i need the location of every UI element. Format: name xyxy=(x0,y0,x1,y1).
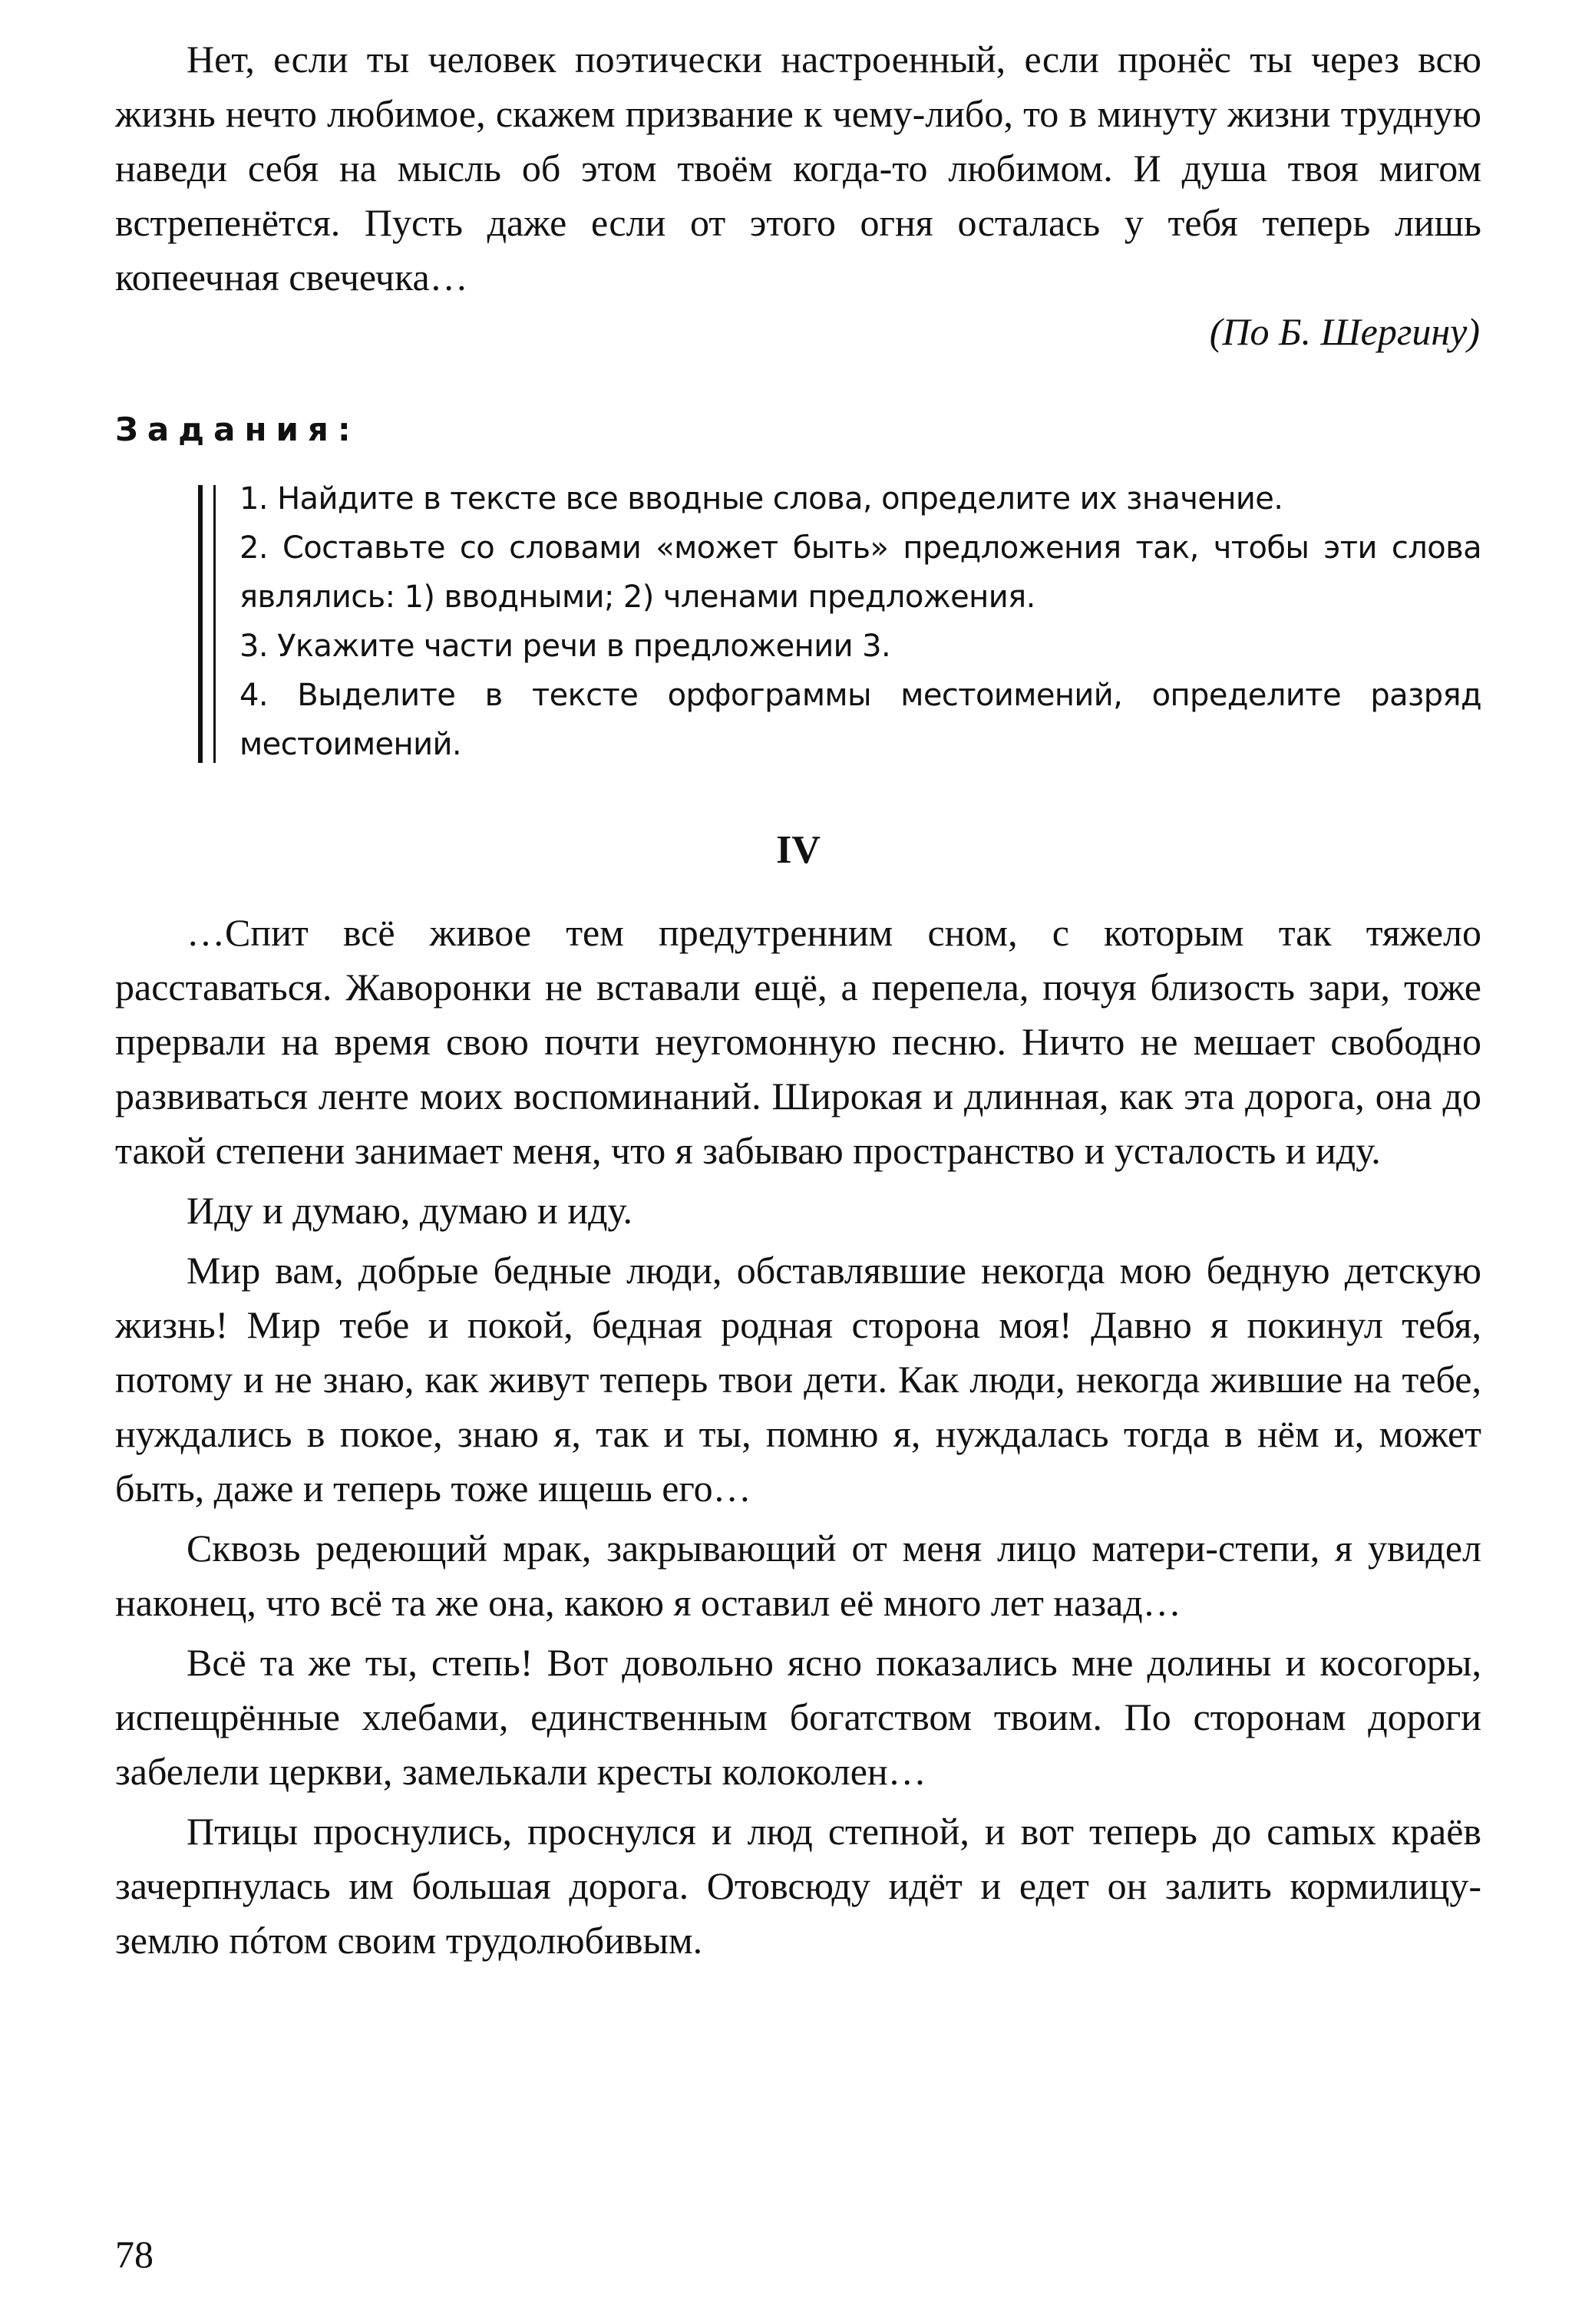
tasks-heading: Задания: xyxy=(115,411,360,448)
paragraph-6: Птицы проснулись, проснулся и люд степной, и вот теперь до саmых краёв зачерпнулась им большая дорога. Отовсюду идёт и едет он залить кормилицу-землю пóтом своим трудолюбивым. xyxy=(115,1810,1481,1962)
tasks-side-bar xyxy=(198,485,216,763)
section-number: IV xyxy=(776,828,821,872)
paragraph-5: Всё та же ты, степь! Вот довольно ясно показались мне долины и косогоры, испещрённые хлебами, единственным богатством твоим. По сторонам дороги забелели церкви, замелькали кресты колоколен… xyxy=(115,1641,1481,1793)
paragraph-3: Мир вам, добрые бедные люди, обставлявшие некогда мою бедную детскую жизнь! Мир тебе и покой, бедная родная сторона моя! Давно я покинул тебя, потому и не знаю, как живут теперь твои дети. Как люди, некогда жившие на тебе, нуждались в покое, знаю я, так и ты, помню я, нуждалась тогда в нём и, может быть, даже и теперь тоже ищешь его… xyxy=(115,1249,1481,1510)
tasks-list xyxy=(198,474,1481,769)
task-item-1: 1. Найдите в тексте все вводные слова, определите их значение. xyxy=(239,481,1283,517)
task-item-3: 3. Укажите части речи в предложении 3. xyxy=(239,629,891,664)
task-item-4: 4. Выделите в тексте орфограммы местоимений, определите разряд местоимений. xyxy=(239,678,1481,762)
paragraph-4: Сквозь редеющий мрак, закрывающий от меня лицо матери-степи, я увидел наконец, что всё та же она, какою я оставил её много лет назад… xyxy=(115,1527,1481,1624)
book-page xyxy=(115,32,1481,2304)
paragraph-2: Иду и думаю, думаю и иду. xyxy=(187,1189,633,1232)
page-number: 78 xyxy=(115,2233,154,2276)
paragraph-sherghin: Нет, если ты человек поэтически настроенный, если пронёс ты через всю жизнь нечто любимое, скажем призвание к чему-либо, то в минуту жизни трудную наведи себя на мысль об этом твоём когда-то любимом. И душа твоя мигом встрепенётся. Пусть даже если от этого огня осталась у тебя теперь лишь копеечная свечечка… xyxy=(115,38,1481,299)
paragraph-1: …Спит всё живое тем предутренним сном, с которым так тяжело расставаться. Жаворонки не вставали ещё, а перепела, почуя близость зари, тоже прервали на время свою почти неугомонную песню. Ничто не мешает свободно развиваться ленте моих воспоминаний. Широкая и длинная, как эта дорога, она до такой степени занимает меня, что я забываю пространство и усталость и иду. xyxy=(115,911,1481,1172)
source-attribution: (По Б. Шергину) xyxy=(1209,310,1480,353)
task-item-2: 2. Составьте со словами «может быть» предложения так, чтобы эти слова являлись: 1) вводными; 2) членами предложения. xyxy=(239,530,1481,615)
